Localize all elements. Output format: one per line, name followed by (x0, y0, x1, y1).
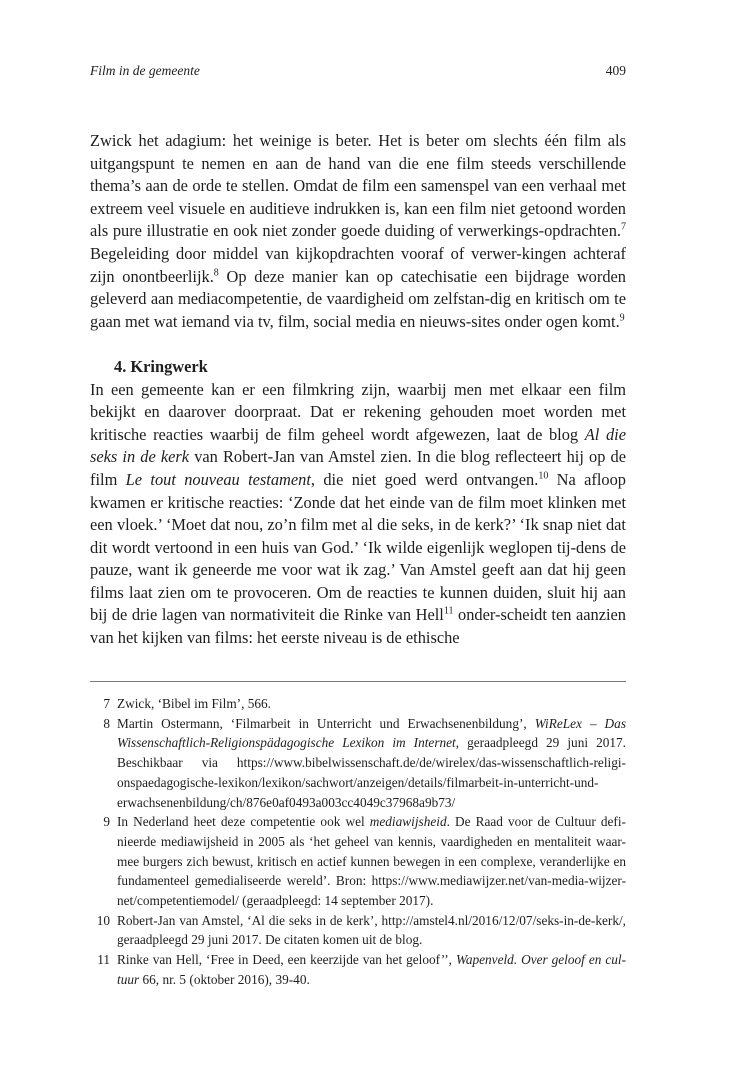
footnote-number: 10 (96, 912, 110, 928)
footnote-ref-10: 10 (538, 470, 549, 482)
footnote-ref-7: 7 (621, 221, 626, 233)
p2-text-c: , die niet goed werd ontvangen. (310, 469, 539, 489)
footnote-8 (90, 714, 626, 813)
fn9-italic-term: mediawijsheid (369, 814, 447, 830)
footnote-text (117, 950, 626, 989)
p1-text-a: Zwick het adagium: het weinige is beter. Het is beter om slechts één film als uitgangspunt te nemen en aan de hand van die ene film steeds verschillende thema’s aan de orde te stellen. Omdat de film een samenspel van een verhaal met extreem veel visuele en auditieve indrukken is, kan een film niet getoond worden als pure illustratie en ook niet zonder goede duiding of verwerkings-opdrachten. (90, 131, 626, 241)
paragraph-2 (90, 379, 626, 650)
footnote-ref-8: 8 (213, 267, 219, 279)
footnote-9 (90, 812, 626, 911)
p2-text-a: In een gemeente kan er een filmkring zijn, waarbij men met elkaar een film bekijkt en daarover doorpraat. Dat er rekening gehouden moet worden met kritische reacties waarbij de film geheel wordt afgewezen, laat de blog (90, 379, 626, 444)
page-number: 409 (605, 63, 626, 78)
footnote-divider (90, 681, 626, 682)
fn11-italic-title: Wapenveld. Over geloof en cul-tuur (117, 952, 626, 987)
footnote-text (117, 714, 626, 813)
section-heading: 4. Kringwerk (114, 356, 208, 376)
fn9-text-a: In Nederland heet deze competentie ook wel (117, 814, 370, 830)
fn11-text-b: 66, nr. 5 (oktober 2016), 39-40. (139, 971, 310, 987)
p1-text-c: Op deze manier kan op catechisatie een bijdrage worden geleverd aan mediacompetentie, de vaardigheid om zelfstan-dig en kritisch om te gaan met wat iemand via tv, film, social media en nieuws-sites onder ogen komt. (90, 266, 626, 331)
p1-text-b: Begeleiding door middel van kijkopdrachten vooraf of verwer-kingen achteraf zijn onontbeerlijk. (90, 243, 626, 286)
running-head (90, 63, 626, 79)
footnote-number: 9 (103, 814, 110, 830)
footnote-ref-11: 11 (443, 606, 454, 617)
paragraph-1 (90, 130, 626, 333)
p2-text-b: van Robert-Jan van Amstel zien. In die blog reflecteert hij op de film (90, 447, 626, 489)
footnote-number: 11 (97, 952, 110, 968)
footnote-number: 7 (103, 696, 110, 711)
body-text (90, 130, 626, 650)
fn8-text-b: , geraadpleegd 29 juni 2017. Beschikbaar via https://www.bibelwissenschaft.de/de/wirelex/das-wissenschaftlich-religi-onspaedagogische-lexikon/lexikon/sachwort/anzeigen/details/filmarbeit-in-unterricht-und-erwachsenenbildung/ch/876e0af0493a003cc4049c37968a9b73/ (117, 735, 626, 810)
footnote-text (117, 812, 626, 911)
footnote-text: Zwick, ‘Bibel im Film’, 566. (117, 696, 272, 711)
running-head-title: Film in de gemeente (90, 63, 200, 78)
footnotes (90, 694, 626, 990)
film-title: Le tout nouveau testament (125, 469, 311, 489)
footnote-7 (90, 694, 626, 714)
footnote-10 (90, 911, 626, 950)
p2-text-d: Na afloop kwamen er kritische reacties: ‘Zonde dat het einde van de film moet klinken met een vloek.’ ‘Moet dat nou, zo’n film met al die seks, in de kerk?’ ‘Ik snap niet dat dit wordt vertoond in een huis van God.’ ‘Ik wilde eigenlijk weglopen tij-dens de pauze, want ik geneerde me voor wat ik zag.’ Van Amstel geeft aan dat hij geen films laat zien om te provoceren. Om de reacties te kunnen duiden, sluit hij aan bij de drie lagen van normativiteit die Rinke van Hell (90, 469, 626, 625)
footnote-number: 8 (103, 715, 110, 731)
footnote-ref-9: 9 (619, 312, 625, 324)
fn9-text-b: . De Raad voor de Cultuur defi-nieerde mediawijsheid in 2005 als ‘het geheel van kennis, vaardigheden en mentaliteit waar-mee burgers zich bewust, kritisch en actief kunnen bewegen in een complexe, veranderlijke en fundamenteel gemedialiseerde wereld’. Bron: https://www.mediawijzer.net/van-media-wijzer-net/competentiemodel/ (geraadpleegd: 14 september 2017). (117, 814, 626, 909)
fn11-text-a: Rinke van Hell, ‘Free in Deed, een keerzijde van het geloof’’, (117, 952, 456, 968)
p2-text-e: onder-scheidt ten aanzien van het kijken van films: het eerste niveau is de ethische (90, 605, 626, 648)
blog-title: Al die seks in de kerk (90, 424, 626, 467)
fn8-italic-title: WiReLex – Das Wissenschaftlich-Religionspädagogische Lexikon im Internet (117, 715, 626, 751)
fn8-text-a: Martin Ostermann, ‘Filmarbeit in Unterricht und Erwachsenenbildung’, (117, 715, 535, 731)
footnote-text: Robert-Jan van Amstel, ‘Al die seks in de kerk’, http://amstel4.nl/2016/12/07/seks-in-de-kerk/, geraadpleegd 29 juni 2017. De citaten komen uit de blog. (117, 912, 626, 948)
footnote-11 (90, 950, 626, 989)
